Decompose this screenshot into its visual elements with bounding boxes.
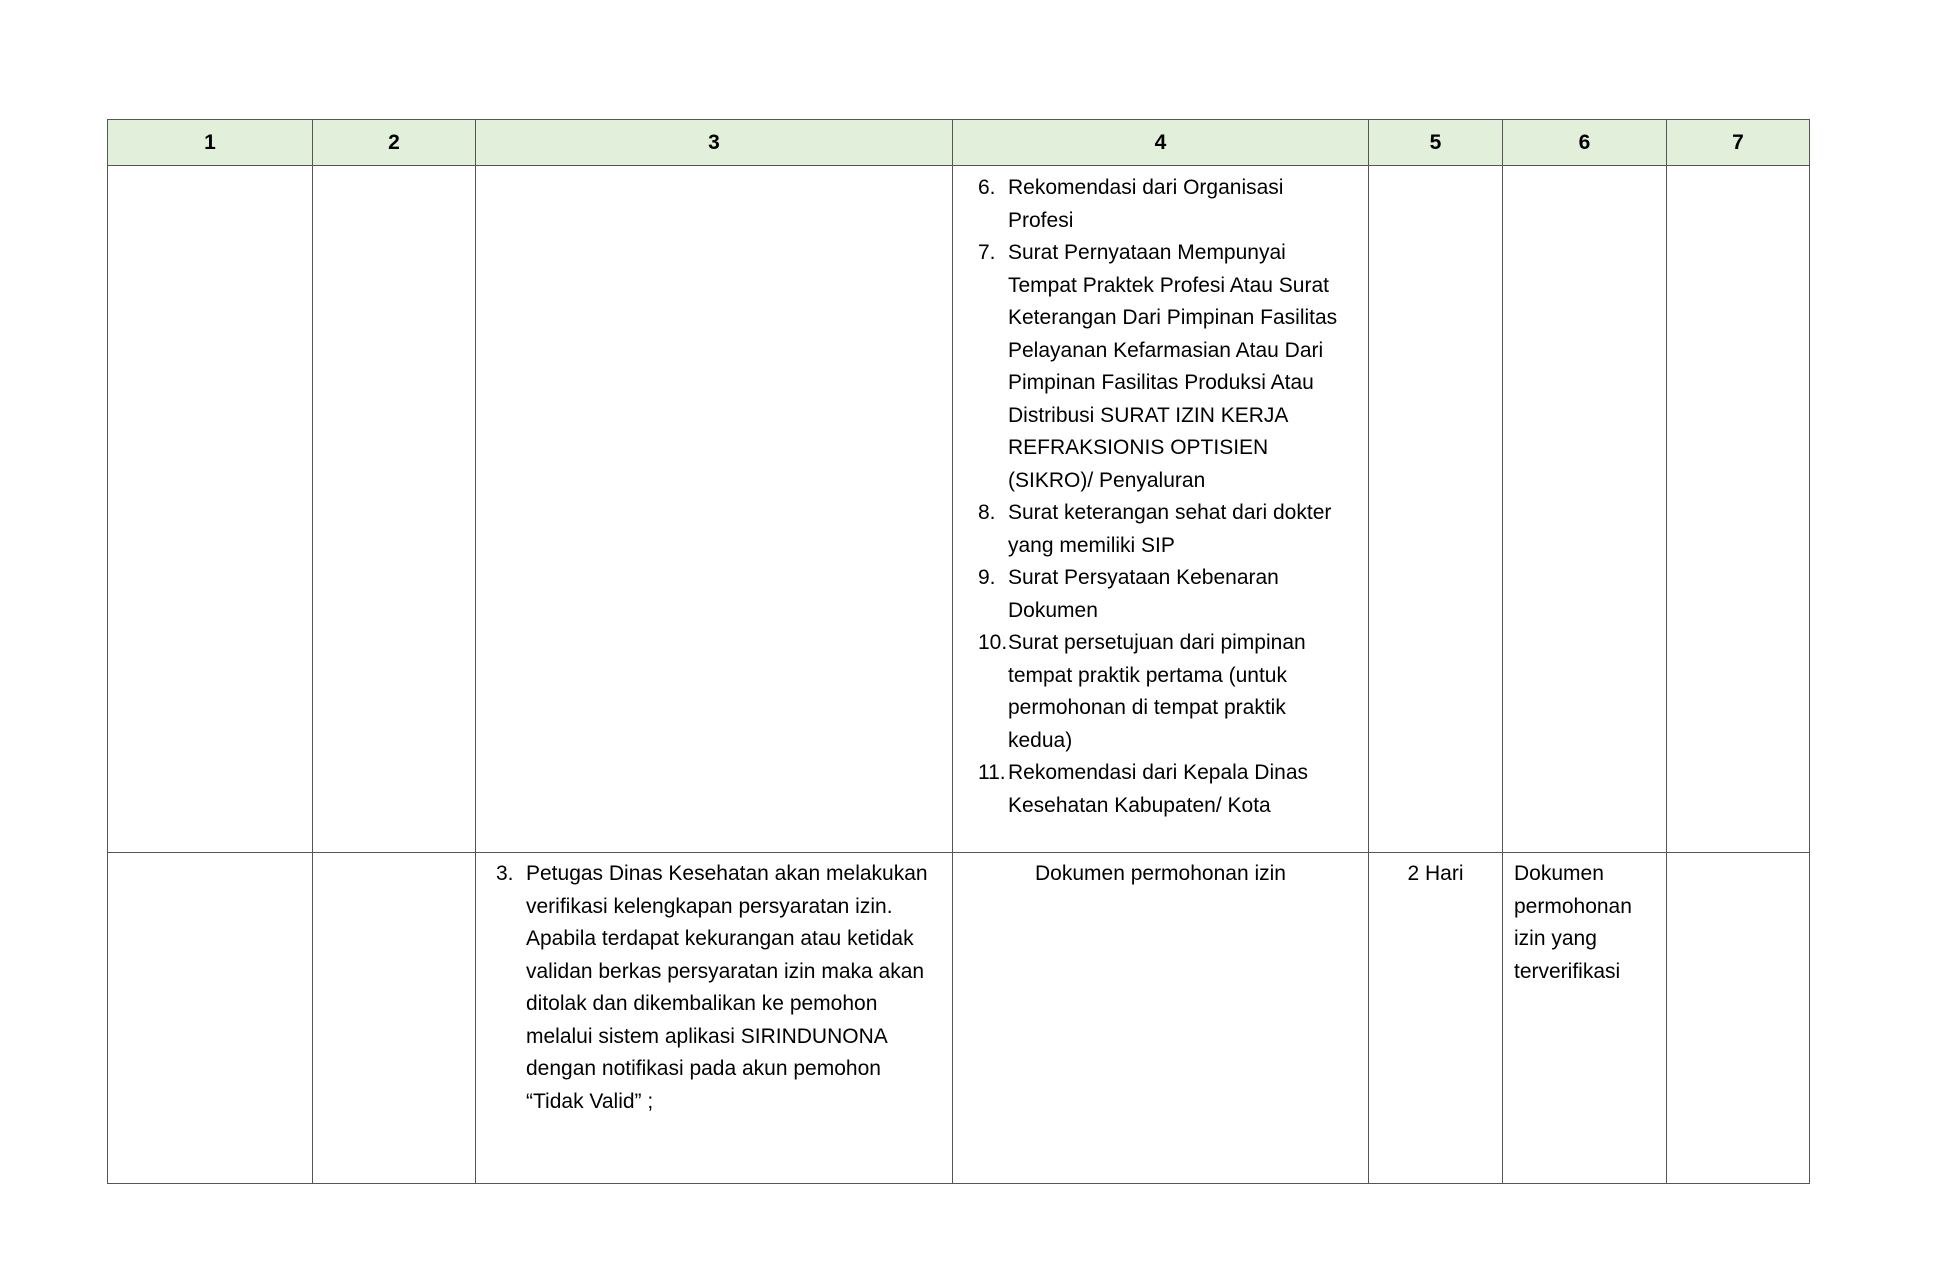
list-item bbox=[978, 237, 1342, 497]
table-row bbox=[108, 853, 1810, 1184]
list-item bbox=[978, 562, 1342, 627]
list-item-number: 8. bbox=[978, 501, 996, 524]
row1-col6 bbox=[1503, 166, 1667, 853]
list-item-number: 9. bbox=[978, 566, 996, 589]
list-item-text: Surat Pernyataan Mempunyai Tempat Praktek Profesi Atau Surat Keterangan Dari Pimpinan Fasilitas Pelayanan Kefarmasian Atau Dari Pimpinan Fasilitas Produksi Atau Distribusi SURAT IZIN KERJA REFRAKSIONIS OPTISIEN (SIKRO)/ Penyaluran bbox=[1008, 241, 1338, 492]
row2-col6: Dokumen permohonan izin yang terverifikasi bbox=[1503, 853, 1667, 1184]
row1-col5 bbox=[1369, 166, 1503, 853]
list-item-text: Rekomendasi dari Organisasi Profesi bbox=[1008, 176, 1284, 232]
row2-col2 bbox=[313, 853, 476, 1184]
list-item-text: Surat Persyataan Kebenaran Dokumen bbox=[1008, 566, 1279, 622]
list-item-text: Surat persetujuan dari pimpinan tempat praktik pertama (untuk permohonan di tempat praktik kedua) bbox=[1008, 631, 1306, 752]
list-item bbox=[496, 858, 932, 1118]
row2-col1 bbox=[108, 853, 313, 1184]
row1-col1 bbox=[108, 166, 313, 853]
list-item bbox=[978, 172, 1342, 237]
list-item bbox=[978, 757, 1342, 822]
row1-col4 bbox=[953, 166, 1369, 853]
list-item-number: 7. bbox=[978, 241, 996, 264]
header-col-7: 7 bbox=[1667, 120, 1810, 166]
list-item-text: Surat keterangan sehat dari dokter yang memiliki SIP bbox=[1008, 501, 1332, 557]
list-item-number: 10. bbox=[978, 631, 1008, 654]
row1-col2 bbox=[313, 166, 476, 853]
procedure-steps-list bbox=[496, 858, 932, 1118]
list-item-number: 3. bbox=[496, 862, 514, 885]
row2-col3 bbox=[476, 853, 953, 1184]
header-col-5: 5 bbox=[1369, 120, 1503, 166]
row2-col5: 2 Hari bbox=[1369, 853, 1503, 1184]
procedure-table bbox=[107, 119, 1810, 1184]
list-item-number: 11. bbox=[978, 761, 1006, 784]
row2-col4: Dokumen permohonan izin bbox=[953, 853, 1369, 1184]
list-item bbox=[978, 627, 1342, 757]
table-row bbox=[108, 166, 1810, 853]
requirements-list bbox=[978, 172, 1342, 822]
list-item bbox=[978, 497, 1342, 562]
header-col-2: 2 bbox=[313, 120, 476, 166]
list-item-number: 6. bbox=[978, 176, 996, 199]
header-col-6: 6 bbox=[1503, 120, 1667, 166]
row1-col3 bbox=[476, 166, 953, 853]
header-col-1: 1 bbox=[108, 120, 313, 166]
header-row bbox=[108, 120, 1810, 166]
list-item-text: Rekomendasi dari Kepala Dinas Kesehatan Kabupaten/ Kota bbox=[1008, 761, 1308, 817]
list-item-text: Petugas Dinas Kesehatan akan melakukan verifikasi kelengkapan persyaratan izin. Apabila terdapat kekurangan atau ketidak validan berkas persyaratan izin maka akan ditolak dan dikembalikan ke pemohon melalui sistem aplikasi SIRINDUNONA dengan notifikasi pada akun pemohon “Tidak Valid” ; bbox=[526, 862, 928, 1113]
header-col-3: 3 bbox=[476, 120, 953, 166]
header-col-4: 4 bbox=[953, 120, 1369, 166]
row1-col7 bbox=[1667, 166, 1810, 853]
row2-col7 bbox=[1667, 853, 1810, 1184]
